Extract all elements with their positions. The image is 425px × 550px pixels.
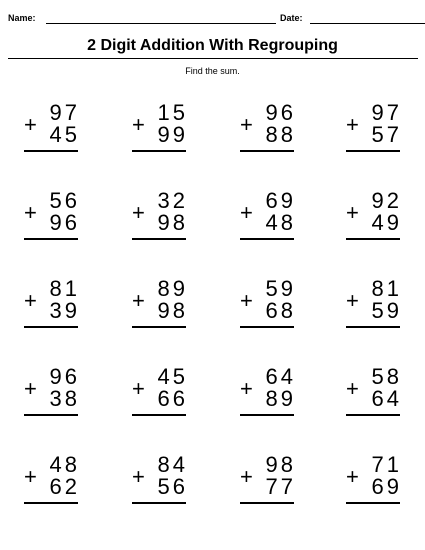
bottom-addend: 56 xyxy=(157,474,188,499)
name-field-line[interactable] xyxy=(46,23,276,24)
plus-sign: + xyxy=(24,112,37,137)
plus-sign: + xyxy=(346,376,359,401)
plus-sign: + xyxy=(240,288,253,313)
top-addend: 48 xyxy=(49,452,80,477)
instructions: Find the sum. xyxy=(185,66,240,76)
plus-sign: + xyxy=(132,200,145,225)
top-addend: 58 xyxy=(371,364,402,389)
answer-line[interactable] xyxy=(240,326,294,328)
header-row xyxy=(8,12,418,28)
addition-problem xyxy=(132,454,192,514)
addition-problem xyxy=(24,366,84,426)
plus-sign: + xyxy=(240,376,253,401)
bottom-addend: 49 xyxy=(371,210,402,235)
bottom-addend: 62 xyxy=(49,474,80,499)
bottom-addend: 59 xyxy=(371,298,402,323)
bottom-addend: 39 xyxy=(49,298,80,323)
top-addend: 59 xyxy=(265,276,296,301)
addition-problem xyxy=(346,102,406,162)
answer-line[interactable] xyxy=(132,326,186,328)
answer-line[interactable] xyxy=(24,502,78,504)
answer-line[interactable] xyxy=(132,414,186,416)
answer-line[interactable] xyxy=(24,150,78,152)
plus-sign: + xyxy=(132,288,145,313)
answer-line[interactable] xyxy=(132,150,186,152)
addition-problem xyxy=(240,278,300,338)
bottom-addend: 96 xyxy=(49,210,80,235)
page-title: 2 Digit Addition With Regrouping xyxy=(87,37,338,54)
top-addend: 69 xyxy=(265,188,296,213)
bottom-addend: 69 xyxy=(371,474,402,499)
plus-sign: + xyxy=(346,288,359,313)
top-addend: 84 xyxy=(157,452,188,477)
answer-line[interactable] xyxy=(346,414,400,416)
bottom-addend: 48 xyxy=(265,210,296,235)
date-label: Date: xyxy=(280,13,303,23)
answer-line[interactable] xyxy=(132,502,186,504)
bottom-addend: 88 xyxy=(265,122,296,147)
addition-problem xyxy=(346,278,406,338)
top-addend: 98 xyxy=(265,452,296,477)
name-label: Name: xyxy=(8,13,36,23)
addition-problem xyxy=(24,190,84,250)
plus-sign: + xyxy=(240,200,253,225)
addition-problem xyxy=(24,454,84,514)
plus-sign: + xyxy=(346,464,359,489)
top-addend: 96 xyxy=(49,364,80,389)
plus-sign: + xyxy=(24,200,37,225)
plus-sign: + xyxy=(24,288,37,313)
date-field-line[interactable] xyxy=(310,23,425,24)
answer-line[interactable] xyxy=(346,238,400,240)
addition-problem xyxy=(132,278,192,338)
top-addend: 89 xyxy=(157,276,188,301)
addition-problem xyxy=(240,366,300,426)
title-divider xyxy=(8,58,418,59)
top-addend: 45 xyxy=(157,364,188,389)
bottom-addend: 77 xyxy=(265,474,296,499)
answer-line[interactable] xyxy=(132,238,186,240)
top-addend: 64 xyxy=(265,364,296,389)
addition-problem xyxy=(346,190,406,250)
top-addend: 32 xyxy=(157,188,188,213)
answer-line[interactable] xyxy=(346,150,400,152)
addition-problem xyxy=(240,454,300,514)
plus-sign: + xyxy=(346,112,359,137)
answer-line[interactable] xyxy=(24,326,78,328)
addition-problem xyxy=(346,454,406,514)
top-addend: 97 xyxy=(49,100,80,125)
answer-line[interactable] xyxy=(346,326,400,328)
plus-sign: + xyxy=(132,376,145,401)
bottom-addend: 98 xyxy=(157,210,188,235)
addition-problem xyxy=(24,278,84,338)
top-addend: 92 xyxy=(371,188,402,213)
bottom-addend: 57 xyxy=(371,122,402,147)
addition-problem xyxy=(132,102,192,162)
answer-line[interactable] xyxy=(240,502,294,504)
addition-problem xyxy=(240,102,300,162)
top-addend: 56 xyxy=(49,188,80,213)
plus-sign: + xyxy=(132,112,145,137)
top-addend: 97 xyxy=(371,100,402,125)
top-addend: 81 xyxy=(371,276,402,301)
bottom-addend: 45 xyxy=(49,122,80,147)
plus-sign: + xyxy=(24,464,37,489)
bottom-addend: 64 xyxy=(371,386,402,411)
top-addend: 15 xyxy=(157,100,188,125)
plus-sign: + xyxy=(240,112,253,137)
bottom-addend: 38 xyxy=(49,386,80,411)
bottom-addend: 66 xyxy=(157,386,188,411)
top-addend: 71 xyxy=(371,452,402,477)
top-addend: 96 xyxy=(265,100,296,125)
bottom-addend: 98 xyxy=(157,298,188,323)
bottom-addend: 99 xyxy=(157,122,188,147)
plus-sign: + xyxy=(240,464,253,489)
addition-problem xyxy=(346,366,406,426)
bottom-addend: 89 xyxy=(265,386,296,411)
answer-line[interactable] xyxy=(24,238,78,240)
top-addend: 81 xyxy=(49,276,80,301)
answer-line[interactable] xyxy=(240,414,294,416)
answer-line[interactable] xyxy=(24,414,78,416)
answer-line[interactable] xyxy=(240,150,294,152)
addition-problem xyxy=(132,190,192,250)
plus-sign: + xyxy=(24,376,37,401)
answer-line[interactable] xyxy=(240,238,294,240)
addition-problem xyxy=(24,102,84,162)
addition-problem xyxy=(132,366,192,426)
answer-line[interactable] xyxy=(346,502,400,504)
addition-problem xyxy=(240,190,300,250)
plus-sign: + xyxy=(346,200,359,225)
bottom-addend: 68 xyxy=(265,298,296,323)
plus-sign: + xyxy=(132,464,145,489)
